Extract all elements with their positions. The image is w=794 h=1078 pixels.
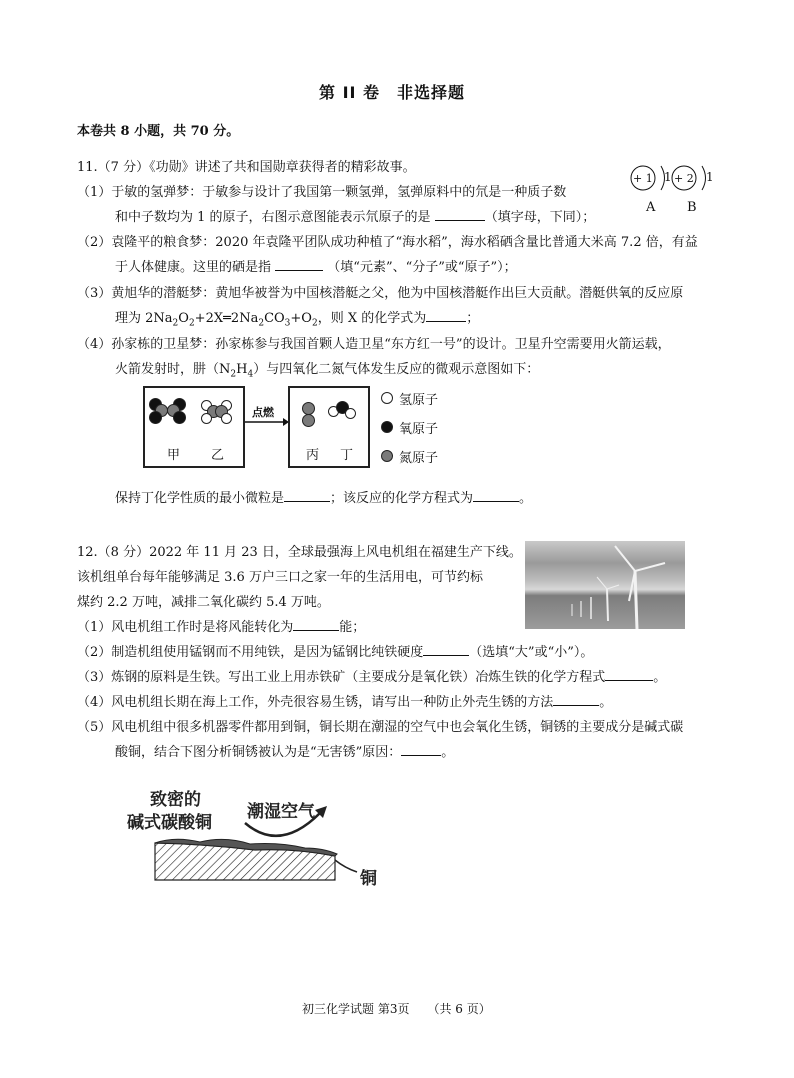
nitrogen-legend-icon [381, 450, 393, 462]
label-bing: 丙 [306, 448, 320, 463]
answer-blank[interactable] [435, 208, 485, 221]
atom-b-charge: + 2 [674, 172, 694, 185]
curved-arrow-icon [245, 813, 320, 836]
atom-a-electrons: 1 [664, 170, 672, 184]
fig-label-dense: 致密的 [150, 790, 201, 810]
atom-structure-diagram [628, 160, 718, 220]
wind-turbine-photo [525, 541, 685, 629]
answer-blank[interactable] [473, 489, 519, 502]
label-yi: 乙 [211, 448, 225, 463]
ignite-label: 点燃 [252, 406, 274, 419]
atom-b-shell [702, 166, 706, 190]
fig-label-basic-copper-carbonate: 碱式碳酸铜 [127, 813, 212, 833]
q12-part3: （3）炼钢的原料是生铁。写出工业上用赤铁矿（主要成分是氧化铁）冶炼生铁的化学方程式 。 [77, 670, 667, 685]
wind-turbine-icon [525, 541, 685, 629]
q12-line3: 煤约 2.2 万吨，减排二氧化碳约 5.4 万吨。 [77, 595, 330, 610]
q12-part4: （4）风电机组长期在海上工作，外壳很容易生锈，请写出一种防止外壳生锈的方法 。 [77, 695, 613, 710]
oxygen-atom [149, 411, 162, 424]
q11-part2-line1: （2）袁隆平的粮食梦：2020 年袁隆平团队成功种植了“海水稻”，海水稻硒含量比普通大米高 7.2 倍，有益 [77, 235, 698, 250]
atom-a-label: A [646, 200, 656, 215]
hydrogen-atom [201, 413, 212, 424]
q12-part1: （1）风电机组工作时是将风能转化为 能； [77, 620, 366, 635]
atom-b-electrons: 1 [706, 170, 714, 184]
answer-blank[interactable] [275, 258, 323, 271]
legend-oxygen: 氧原子 [399, 422, 439, 437]
nitrogen-atom [302, 414, 315, 427]
atom-b-label: B [687, 200, 697, 215]
oxygen-atom [173, 411, 186, 424]
page-title: 第 II 卷 非选择题 [319, 83, 466, 102]
q11-part4-line1: （4）孙家栋的卫星梦：孙家栋参与我国首颗人造卫星“东方红一号”的设计。卫星升空需要用火箭运载， [77, 337, 671, 352]
page-footer: 初三化学试题 第3页 （共 6 页） [302, 1002, 491, 1016]
copper-rust-diagram [145, 788, 365, 888]
q12-part2: （2）制造机组使用锰钢而不用纯铁，是因为锰钢比纯铁硬度 （选填“大”或“小”）。 [77, 645, 594, 660]
label-jia: 甲 [167, 448, 181, 463]
answer-blank[interactable] [284, 489, 330, 502]
answer-blank[interactable] [293, 618, 339, 631]
answer-blank[interactable] [426, 309, 466, 322]
q11-part3-line2: 理为 $2Na_2O_2+2X═2Na_2CO_3+O_2$，则 X 的化学式为 ； [115, 311, 480, 329]
q12-part5-line1: （5）风电机组中很多机器零件都用到铜，铜长期在潮湿的空气中也会氧化生锈，铜锈的主要成分是碱式碳 [77, 720, 684, 735]
legend-hydrogen: 氢原子 [399, 393, 439, 408]
q11-part1-line1: （1）于敏的氢弹梦：于敏参与设计了我国第一颗氢弹，氢弹原料中的氘是一种质子数 [77, 185, 567, 200]
label-ding: 丁 [340, 448, 354, 463]
hydrogen-atom [221, 413, 232, 424]
hydrogen-atom [345, 408, 356, 419]
answer-blank[interactable] [401, 743, 441, 756]
q12-line2: 该机组单台每年能够满足 3.6 万户三口之家一年的生活用电，可节约标 [77, 570, 483, 585]
q11-part2-line2: 于人体健康。这里的硒是指 （填“元素”、“分子”或“原子”）； [115, 260, 517, 275]
section-intro: 本卷共 8 小题，共 70 分。 [77, 124, 240, 139]
q11-part4-line2: 火箭发射时，肼$(N_2H_4)$与四氧化二氮气体发生反应的微观示意图如下： [115, 362, 540, 380]
answer-blank[interactable] [605, 668, 653, 681]
answer-blank[interactable] [553, 693, 599, 706]
q12-part5-line2: 酸铜，结合下图分析铜锈被认为是“无害锈”原因： 。 [115, 745, 455, 760]
reactant-box [143, 386, 245, 468]
oxygen-legend-icon [381, 421, 393, 433]
answer-blank[interactable] [423, 643, 469, 656]
q11-part3-line1: （3）黄旭华的潜艇梦：黄旭华被誉为中国核潜艇之父，他为中国核潜艇作出巨大贡献。潜艇供氧的反应原 [77, 286, 684, 301]
fig-label-humid-air: 潮湿空气 [247, 802, 315, 822]
q11-heading: 11.（7 分）《功勋》讲述了共和国勋章获得者的精彩故事。 [77, 160, 416, 175]
q11-part4-line3: 保持丁化学性质的最小微粒是 ；该反应的化学方程式为 。 [115, 491, 533, 506]
q11-part1-line2: 和中子数均为 1 的原子，右图示意图能表示氘原子的是 （填字母，下同）； [115, 210, 596, 225]
fig-label-copper: 铜 [360, 869, 377, 889]
product-box [288, 386, 370, 468]
legend-nitrogen: 氮原子 [399, 451, 439, 466]
q12-heading: 12.（8 分）2022 年 11 月 23 日，全球最强海上风电机组在福建生产下线。 [77, 545, 522, 560]
hydrogen-legend-icon [381, 392, 393, 404]
atom-a-charge: + 1 [633, 172, 653, 185]
